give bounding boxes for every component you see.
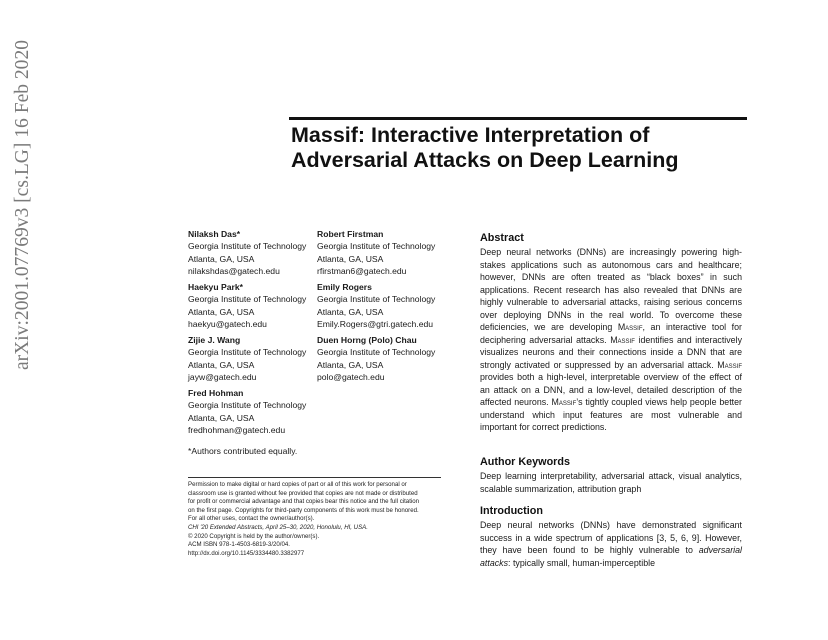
- author-card: [188, 334, 306, 384]
- author-location: Atlanta, GA, USA: [317, 306, 384, 317]
- permission-rule: [188, 477, 441, 478]
- title-rule: [289, 117, 747, 120]
- author-name: Fred Hohman: [188, 388, 244, 398]
- author-email[interactable]: fredhohman@gatech.edu: [188, 425, 286, 436]
- author-name: Robert Firstman: [317, 229, 384, 239]
- arxiv-stamp: [6, 40, 36, 370]
- copyright-line: © 2020 Copyright is held by the author/owner(s).: [188, 532, 320, 540]
- conference-line: CHI '20 Extended Abstracts, April 25–30, 2020, Honolulu, HI, USA.: [188, 523, 368, 531]
- abstract-section: [480, 232, 742, 434]
- author-location: Atlanta, GA, USA: [188, 306, 255, 317]
- introduction-section: [480, 505, 742, 569]
- permission-line: Permission to make digital or hard copies of part or all of this work for personal or: [188, 481, 407, 488]
- arxiv-stamp-text: arXiv:2001.07769v3 [cs.LG] 16 Feb 2020: [12, 40, 33, 370]
- author-email[interactable]: rfirstman6@gatech.edu: [317, 266, 407, 277]
- author-card: [188, 387, 306, 437]
- author-name: Emily Rogers: [317, 282, 372, 292]
- paper-title: [291, 123, 751, 173]
- isbn-line: ACM ISBN 978-1-4503-6819-3/20/04.: [188, 541, 290, 549]
- author-affiliation: Georgia Institute of Technology: [188, 400, 307, 411]
- author-card: [317, 281, 435, 331]
- permission-line: classroom use is granted without fee provided that copies are not made or distributed: [188, 489, 418, 497]
- author-card: [317, 334, 435, 384]
- author-name: Haekyu Park*: [188, 282, 243, 292]
- author-name: Nilaksh Das*: [188, 229, 241, 239]
- permission-line: on the first page. Copyrights for third-party components of this work must be honored.: [188, 506, 419, 514]
- author-affiliation: Georgia Institute of Technology: [188, 347, 307, 358]
- author-email[interactable]: jayw@gatech.edu: [188, 372, 257, 383]
- equal-contribution-note: *Authors contributed equally.: [188, 446, 298, 456]
- author-location: Atlanta, GA, USA: [317, 359, 384, 370]
- keywords-text: Deep learning interpretability, adversarial attack, visual analytics, scalable summarization, attribution graph: [480, 471, 742, 494]
- author-location: Atlanta, GA, USA: [188, 412, 255, 423]
- author-affiliation: Georgia Institute of Technology: [188, 294, 307, 305]
- author-email[interactable]: polo@gatech.edu: [317, 372, 385, 383]
- permission-line: For all other uses, contact the owner/author(s).: [188, 515, 315, 523]
- introduction-text: Deep neural networks (DNNs) have demonstrated significant success in a wide spectrum of applications [3, 5, 6, 9]. However, they have been found to be highly vulnerable to adversarial attacks: typically small, human-imperceptible: [480, 520, 742, 568]
- author-location: Atlanta, GA, USA: [188, 359, 255, 370]
- keywords-heading: Author Keywords: [480, 456, 570, 468]
- author-affiliation: Georgia Institute of Technology: [317, 347, 436, 358]
- author-email[interactable]: nilakshdas@gatech.edu: [188, 266, 280, 277]
- introduction-heading: Introduction: [480, 505, 543, 517]
- author-affiliation: Georgia Institute of Technology: [188, 241, 307, 252]
- keywords-section: [480, 456, 742, 495]
- author-affiliation: Georgia Institute of Technology: [317, 294, 436, 305]
- author-location: Atlanta, GA, USA: [188, 253, 255, 264]
- author-card: [317, 228, 435, 278]
- author-email[interactable]: haekyu@gatech.edu: [188, 319, 267, 330]
- author-email[interactable]: Emily.Rogers@gtri.gatech.edu: [317, 319, 434, 330]
- author-card: [188, 281, 306, 331]
- author-affiliation: Georgia Institute of Technology: [317, 241, 436, 252]
- permission-block: [188, 481, 450, 558]
- author-name: Duen Horng (Polo) Chau: [317, 335, 417, 345]
- doi-link[interactable]: http://dx.doi.org/10.1145/3334480.3382977: [188, 549, 305, 557]
- author-name: Zijie J. Wang: [188, 335, 241, 345]
- permission-line: for profit or commercial advantage and that copies bear this notice and the full citation: [188, 498, 420, 506]
- title-line-2: Adversarial Attacks on Deep Learning: [291, 148, 679, 172]
- author-card: [188, 228, 306, 278]
- title-line-1: Massif: Interactive Interpretation of: [291, 123, 650, 147]
- abstract-heading: Abstract: [480, 232, 524, 244]
- abstract-text: Deep neural networks (DNNs) are increasingly powering high-stakes applications such as autonomous cars and healthcare; however, DNNs are often treated as “black boxes” in such applications. Recent research has also revealed that DNNs are highly vulnerable to adversarial attacks, raising serious concerns over deploying DNNs in the real world. To overcome these deficiencies, we are developing Massif, an interactive tool for deciphering adversarial attacks. Massif identifies and interactively visualizes neurons and their connections inside a DNN that are strongly activated or suppressed by an adversarial attack. Massif provides both a high-level, interpretable overview of the effect of an attack on a DNN, and a low-level, detailed description of the affected neurons. Massif’s tightly coupled views help people better understand which input features are most vulnerable and important for correct predictions.: [480, 247, 743, 432]
- author-location: Atlanta, GA, USA: [317, 253, 384, 264]
